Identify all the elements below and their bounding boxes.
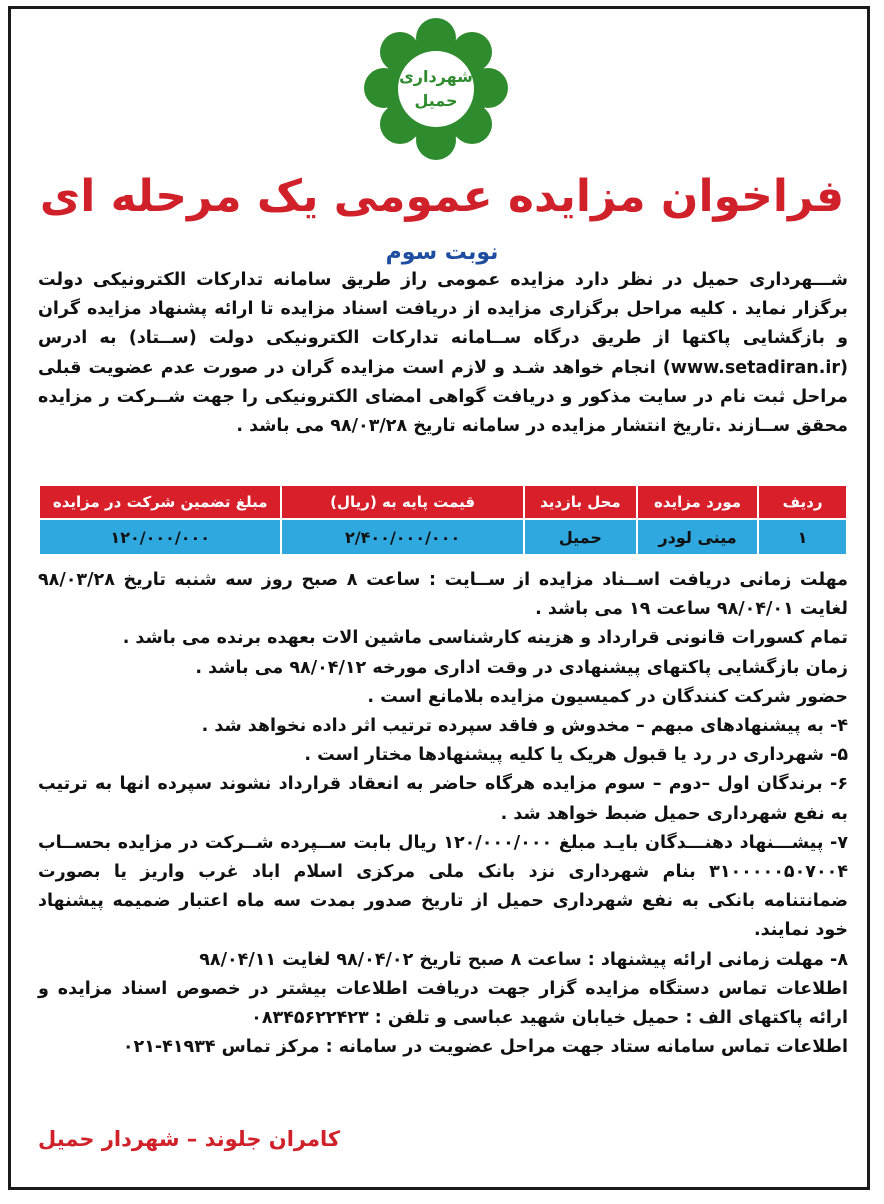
municipality-logo: [346, 10, 526, 170]
table-header-row: [39, 485, 847, 519]
header-row-number: ردیف: [758, 485, 847, 519]
header-base-price: قیمت پایه به (ریال): [281, 485, 523, 519]
intro-text: شـــهرداری حمیل در نظر دارد مزایده عمومی راز طریق سامانه تدارکات الکترونیکی دولت برگزار نماید . کلیه مراحل برگزاری مزایده از دریافت اسناد مزایده تا ارائه پشنهاد مزایده گران و بازگشایی پاکتها از طریق درگاه ســامانه تدارکات الکترونیکی دولت (ســتاد) به ادرس (www.setadiran.ir) انجام خواهد شـد و لازم است مزایده گران در صورت عدم عضویت قبلی مراحل ثبت نام در سایت مذکور و دریافت گواهی امضای الکترونیکی را جهت شــرکت ر مزایده محقق ســازند .تاریخ انتشار مزایده در سامانه تاریخ ۹۸/۰۳/۲۸ می باشد .: [38, 270, 848, 437]
cell-visit-location: حمیل: [524, 519, 637, 555]
term-opening-date: زمان بازگشایی پاکتهای پیشنهادی در وقت اداری مورخه ۹۸/۰۴/۱۲ می باشد .: [195, 657, 848, 678]
logo-text-municipality: شهرداری: [399, 67, 473, 86]
term-contact-info: اطلاعات تماس دستگاه مزایده گزار جهت دریافت اطلاعات بیشتر در خصوص اسناد مزایده و ارائه پاکتهای الف : حمیل خیابان شهید عباسی و تلفن : ۰۸۳۴۵۶۲۲۴۲۳: [38, 978, 848, 1029]
logo-text-city: حمیل: [414, 91, 458, 110]
auction-table: [38, 484, 848, 550]
mayor-signature: کامران جلوند – شهردار حمیل: [38, 1127, 341, 1151]
term-document-deadline: مهلت زمانی دریافت اســناد مزایده از ســایت : ساعت ۸ صبح روز سه شنبه تاریخ ۹۸/۰۳/۲۸ لغایت ۹۸/۰۴/۰۱ ساعت ۱۹ می باشد .: [38, 570, 848, 620]
term-invalid-bids: ۴- به پیشنهادهای مبهم – مخدوش و فاقد سپرده ترتیب اثر داده نخواهد شد .: [201, 716, 848, 737]
term-attendance: حضور شرکت کنندگان در کمیسیون مزایده بلامانع است .: [367, 686, 848, 707]
term-winners: ۶- برندگان اول –دوم – سوم مزایده هرگاه حاضر به انعقاد قرارداد نشوند سپرده انها به ترتیب به نفع شهرداری حمیل ضبط خواهد شد .: [38, 774, 848, 824]
term-bid-deadline: ۸- مهلت زمانی ارائه پیشنهاد : ساعت ۸ صبح تاریخ ۹۸/۰۴/۰۲ لغایت ۹۸/۰۴/۱۱: [199, 949, 848, 970]
term-setad-contact: اطلاعات تماس سامانه ستاد جهت مراحل عضویت در سامانه : مرکز تماس ۴۱۹۳۴-۰۲۱: [122, 1037, 848, 1058]
table-row: [39, 519, 847, 555]
page-title: فراخوان مزایده عمومی یک مرحله ای: [39, 171, 845, 222]
header-item: مورد مزایده: [637, 485, 758, 519]
header-visit-location: محل بازدید: [524, 485, 637, 519]
round-label: نوبت سوم: [385, 240, 499, 265]
intro-paragraph: [38, 266, 848, 441]
terms-list: [38, 566, 848, 1062]
cell-item: مینی لودر: [637, 519, 758, 555]
term-acceptance: ۵- شهرداری در رد یا قبول هریک یا کلیه پیشنهادها مختار است .: [304, 745, 848, 766]
header-guarantee-amount: مبلغ تضمین شرکت در مزایده: [39, 485, 281, 519]
cell-guarantee-amount: ۱۲۰/۰۰۰/۰۰۰: [39, 519, 281, 555]
term-deductions: تمام کسورات قانونی قرارداد و هزینه کارشناسی ماشین الات بعهده برنده می باشد .: [122, 628, 848, 649]
cell-base-price: ۲/۴۰۰/۰۰۰/۰۰۰: [281, 519, 523, 555]
cell-row-number: ۱: [758, 519, 847, 555]
term-deposit: ۷- پیشـــنهاد دهنـــدگان بایـد مبلغ ۱۲۰/۰۰۰/۰۰۰ ریال بابت ســپرده شــرکت در مزایده بحســاب ۳۱۰۰۰۰۰۵۰۷۰۰۴ بنام شهرداری نزد بانک ملی مرکزی اسلام اباد غرب واریز یا بصورت ضمانتنامه بانکی به نفع شهرداری حمیل از تاریخ صدور بمدت سه ماه اعتبار ضمیمه پیشنهاد خود نمایند.: [38, 832, 848, 941]
